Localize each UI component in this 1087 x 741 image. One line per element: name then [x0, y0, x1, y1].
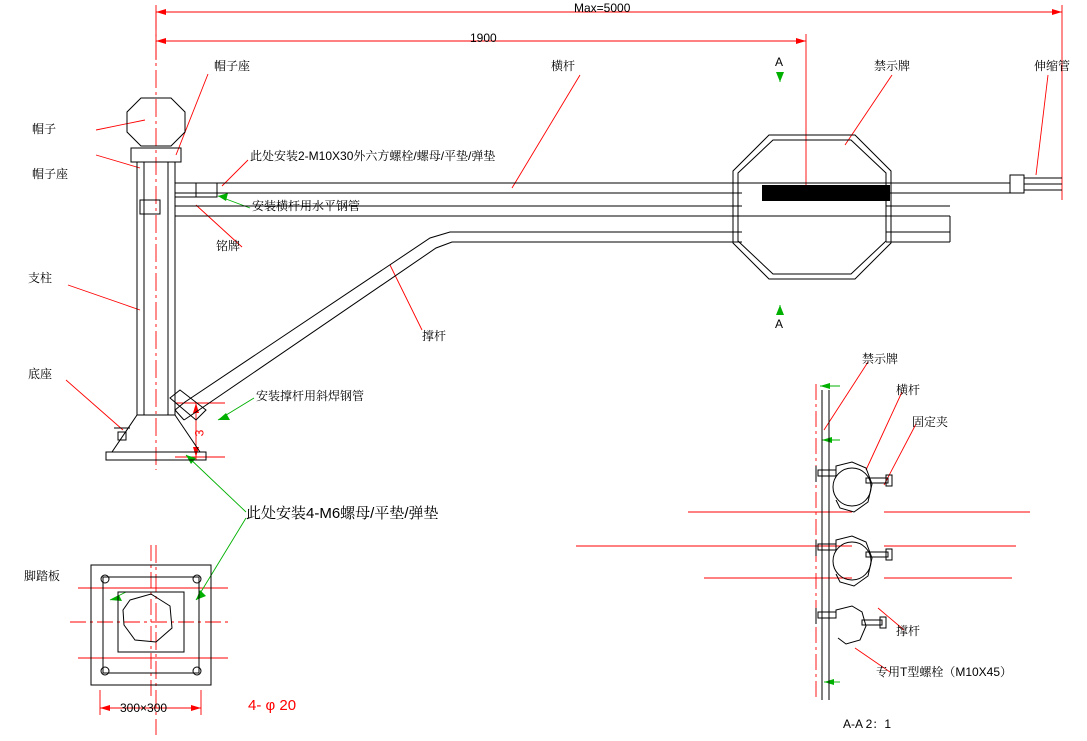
- section-mark-a-top: A: [775, 55, 784, 69]
- detail-callout-cross-bar: 横杆: [896, 383, 921, 397]
- detail-view-title: A-A 2：1: [843, 717, 892, 731]
- dimension-plate-thickness-value: 3: [192, 429, 207, 437]
- callout-hat: 帽子: [32, 122, 57, 136]
- dimension-arm-length: 1900: [470, 31, 497, 45]
- callout-base: 底座: [28, 367, 53, 381]
- callout-hat-seat-left: 帽子座: [32, 167, 69, 181]
- callout-cross-bar: 横杆: [551, 59, 576, 73]
- note-bolt-top: 此处安装2-M10X30外六方螺栓/螺母/平垫/弹垫: [250, 149, 496, 163]
- detail-callout-brace: 撑杆: [896, 624, 921, 638]
- dimension-hole-spec: 4- φ 20: [248, 697, 297, 714]
- callout-brace: 撑杆: [422, 329, 447, 343]
- callout-telescopic-tube: 伸缩管: [1034, 59, 1071, 73]
- dimension-base-plate: 300×300: [120, 701, 168, 715]
- detail-view-aa: [816, 390, 892, 700]
- detail-callout-tbolt: 专用T型螺栓（M10X45）: [876, 665, 1013, 679]
- section-mark-a-bottom: A: [775, 317, 784, 331]
- note-horizontal-tube: 安装横杆用水平钢管: [252, 199, 361, 213]
- dimension-max-span: Max=5000: [574, 1, 631, 15]
- detail-callout-clamp: 固定夹: [912, 415, 949, 429]
- callout-hat-seat-top: 帽子座: [214, 59, 251, 73]
- callout-column: 支柱: [28, 271, 53, 285]
- callout-nameplate: 铭牌: [216, 239, 241, 253]
- note-brace-tube: 安装撑杆用斜焊钢管: [256, 389, 365, 403]
- dimension-plate-thickness: [192, 427, 207, 439]
- note-bolt-base: 此处安装4-M6螺母/平垫/弹垫: [246, 505, 439, 522]
- callout-foot-plate: 脚踏板: [24, 569, 61, 583]
- callout-sign-board: 禁示牌: [874, 59, 911, 73]
- detail-callout-sign-board: 禁示牌: [862, 352, 899, 366]
